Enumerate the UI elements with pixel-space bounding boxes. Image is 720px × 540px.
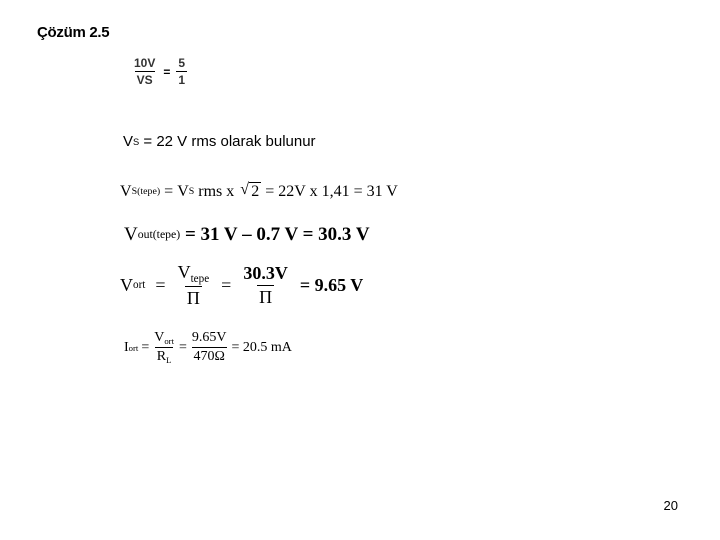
vtepe-subscript: tepe bbox=[190, 272, 210, 285]
rl-denominator bbox=[155, 347, 174, 365]
vavg-numerator-2: 30.3V bbox=[243, 262, 288, 283]
vavg-line bbox=[120, 262, 363, 309]
vout-subscript: out(tepe) bbox=[137, 228, 181, 241]
iavg-line bbox=[124, 330, 292, 365]
pi-denominator-1: Π bbox=[186, 287, 200, 308]
vavg-equals-1: = bbox=[155, 274, 166, 295]
ratio-fraction-left bbox=[132, 56, 157, 87]
ratio-right-denominator: 1 bbox=[178, 73, 186, 87]
vavg-fraction-1 bbox=[176, 262, 212, 309]
ratio-equals: = bbox=[163, 64, 171, 79]
iavg-equals-2: = bbox=[178, 339, 187, 355]
vort-symbol: V bbox=[154, 330, 165, 345]
vs-peak-symbol: V bbox=[120, 182, 132, 200]
vs-subscript-2: S bbox=[188, 186, 195, 197]
rl-subscript: L bbox=[166, 355, 172, 366]
vavg-symbol: V bbox=[120, 274, 133, 295]
vtepe-numerator bbox=[176, 262, 212, 286]
vavg-fraction-2 bbox=[241, 263, 290, 308]
vs-peak-line bbox=[120, 182, 398, 201]
iavg-equals-1: = bbox=[141, 339, 150, 355]
vout-peak-line bbox=[124, 224, 370, 246]
page-number: 20 bbox=[663, 498, 678, 513]
sqrt-wrapper bbox=[248, 182, 261, 201]
vort-numerator bbox=[152, 330, 176, 347]
ratio-numerator: 10V bbox=[134, 56, 156, 70]
vs-rms-text: = 22 V rms olarak bulunur bbox=[139, 133, 316, 150]
iavg-fraction-2 bbox=[190, 330, 229, 365]
iavg-symbol: I bbox=[124, 339, 129, 355]
vout-symbol: V bbox=[124, 224, 138, 245]
iavg-subscript: ort bbox=[128, 342, 139, 353]
vavg-equals-2: = bbox=[221, 274, 232, 295]
vs-peak-result: = 22V x 1,41 = 31 V bbox=[261, 182, 398, 200]
vs-peak-equals: = bbox=[160, 182, 178, 200]
vs-rms-line bbox=[123, 133, 316, 150]
slide-title: Çözüm 2.5 bbox=[37, 24, 110, 41]
vs-peak-subscript: S(tepe) bbox=[131, 186, 161, 197]
iavg-denominator-2: 470Ω bbox=[193, 349, 225, 365]
sqrt-value: √ 2 bbox=[249, 182, 261, 201]
ratio-equation bbox=[132, 56, 187, 87]
ratio-right-numerator: 5 bbox=[178, 56, 186, 70]
iavg-numerator-2: 9.65V bbox=[191, 330, 227, 346]
vtepe-symbol: V bbox=[177, 262, 191, 282]
vout-result: = 31 V – 0.7 V = 30.3 V bbox=[180, 224, 370, 245]
pi-denominator-2: Π bbox=[259, 286, 273, 307]
ratio-fraction-right bbox=[176, 56, 187, 87]
rl-symbol: R bbox=[156, 349, 167, 365]
vort-subscript: ort bbox=[164, 336, 174, 347]
vavg-result: = 9.65 V bbox=[299, 274, 364, 295]
ratio-den-text: VS bbox=[136, 73, 153, 87]
vs-subscript: S bbox=[133, 136, 140, 147]
rms-times-text: rms x bbox=[194, 182, 239, 200]
vavg-subscript: ort bbox=[133, 279, 146, 292]
vs-symbol-2: V bbox=[177, 182, 189, 200]
ratio-denominator bbox=[135, 71, 155, 87]
vs-symbol: V bbox=[123, 133, 134, 150]
iavg-result: = 20.5 mA bbox=[231, 339, 292, 355]
iavg-fraction-1 bbox=[152, 330, 176, 365]
